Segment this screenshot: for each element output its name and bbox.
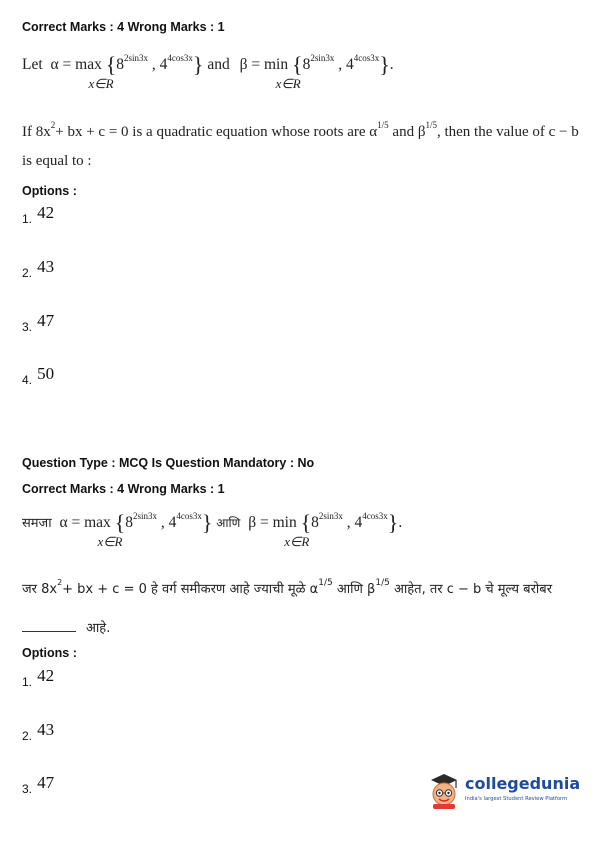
alpha-max: α = max <box>50 56 102 73</box>
option-4[interactable] <box>22 364 55 389</box>
base-4: 4 <box>168 514 177 531</box>
exp-4cos3x: 4cos3x <box>353 53 380 63</box>
base-4: 4 <box>354 514 363 531</box>
option-number: 2. <box>22 729 33 743</box>
correct-wrong-marks: Correct Marks : 4 Wrong Marks : 1 <box>22 20 225 34</box>
beta-min: β = min <box>239 56 289 73</box>
option-value: 42 <box>37 666 55 685</box>
base-4: 4 <box>345 56 354 73</box>
option-value: 50 <box>37 364 55 383</box>
fraction-1-5: 1/5 <box>318 578 333 588</box>
alpha-subscript: x∈R <box>88 76 114 91</box>
q-part-a: जर 8x <box>22 582 58 597</box>
question-text-marathi <box>22 578 552 597</box>
options-label: Options : <box>22 184 77 198</box>
mascot-icon <box>427 770 461 810</box>
option-number: 2. <box>22 266 33 280</box>
fraction-1-5: 1/5 <box>425 120 437 130</box>
option-value: 47 <box>37 311 55 330</box>
option-value: 47 <box>37 773 55 792</box>
logo-name: collegedunia <box>465 774 581 793</box>
option-number: 3. <box>22 782 33 796</box>
base-8: 8 <box>302 56 311 73</box>
and-word: and <box>207 56 230 73</box>
collegedunia-logo <box>427 768 581 820</box>
q-part-d: , then the value of c − b <box>436 124 579 140</box>
fraction-1-5: 1/5 <box>377 120 389 130</box>
q-part-c: आणि β <box>336 582 376 597</box>
squared: 2 <box>50 120 56 130</box>
option-value: 42 <box>37 203 55 222</box>
beta-subscript: x∈R <box>275 76 301 91</box>
question-end-marathi <box>22 618 110 636</box>
q-part-a: If 8x <box>22 124 51 140</box>
question-type-line: Question Type : MCQ Is Question Mandatory : No <box>22 456 315 470</box>
and-word-marathi: आणि <box>216 516 241 530</box>
ahe-word: आहे. <box>86 621 111 636</box>
option-number: 3. <box>22 320 33 334</box>
logo-tagline: India's largest Student Review Platform <box>465 796 568 802</box>
option-number: 1. <box>22 675 33 689</box>
correct-wrong-marks-2: Correct Marks : 4 Wrong Marks : 1 <box>22 482 225 496</box>
exp-2sin3x: 2sin3x <box>318 511 343 521</box>
exp-4cos3x: 4cos3x <box>176 511 202 521</box>
answer-blank <box>22 631 76 632</box>
option-number: 4. <box>22 373 33 387</box>
options-label-2: Options : <box>22 646 77 660</box>
q-part-b: + bx + c = 0 is a quadratic equation whose roots are α <box>55 124 378 140</box>
exp-2sin3x: 2sin3x <box>310 53 335 63</box>
let-definition: Let α = max x∈R {$8^{2sin3x}$ , $4^{4cos3x}$} and β = min x∈R {$8^{2sin3x}$ , $4^{4cos3x}$}. <box>22 52 394 91</box>
option-number: 1. <box>22 212 33 226</box>
base-8: 8 <box>116 56 125 73</box>
let-definition-marathi: समजा α = max x∈R {$8^{2sin3x}$ , $4^{4cos3x}$} आणि β = min x∈R {$8^{2sin3x}$ , $4^{4cos3x}$}. <box>22 510 403 549</box>
option-2-b2[interactable] <box>22 720 55 745</box>
exp-2sin3x: 2sin3x <box>124 53 149 63</box>
question-text-line2: is equal to : <box>22 153 92 169</box>
option-value: 43 <box>37 720 55 739</box>
option-3-b2[interactable] <box>22 773 55 798</box>
base-4: 4 <box>159 56 168 73</box>
squared: 2 <box>57 578 63 587</box>
alpha-max: α = max <box>59 514 111 531</box>
question-text-line1 <box>22 120 579 141</box>
let-word-marathi: समजा <box>22 516 52 531</box>
q-part-b: + bx + c = 0 हे वर्ग समीकरण आहे ज्याची मूळे α <box>62 582 319 597</box>
option-1-b2[interactable] <box>22 666 55 691</box>
exp-4cos3x: 4cos3x <box>167 53 193 63</box>
fraction-1-5: 1/5 <box>375 578 390 588</box>
option-value: 43 <box>37 257 55 276</box>
let-word: Let <box>22 56 43 73</box>
base-8: 8 <box>125 514 133 531</box>
beta-min: β = min <box>248 514 297 531</box>
exp-2sin3x: 2sin3x <box>132 511 157 521</box>
option-3[interactable] <box>22 311 55 336</box>
exp-4cos3x: 4cos3x <box>362 511 388 521</box>
q-part-d: आहेत, तर c − b चे मूल्य बरोबर <box>393 582 553 597</box>
beta-subscript: x∈R <box>284 534 310 549</box>
base-8: 8 <box>311 514 319 531</box>
q-part-c: and β <box>392 124 426 140</box>
option-1[interactable] <box>22 203 55 228</box>
option-2[interactable] <box>22 257 55 282</box>
alpha-subscript: x∈R <box>97 534 123 549</box>
